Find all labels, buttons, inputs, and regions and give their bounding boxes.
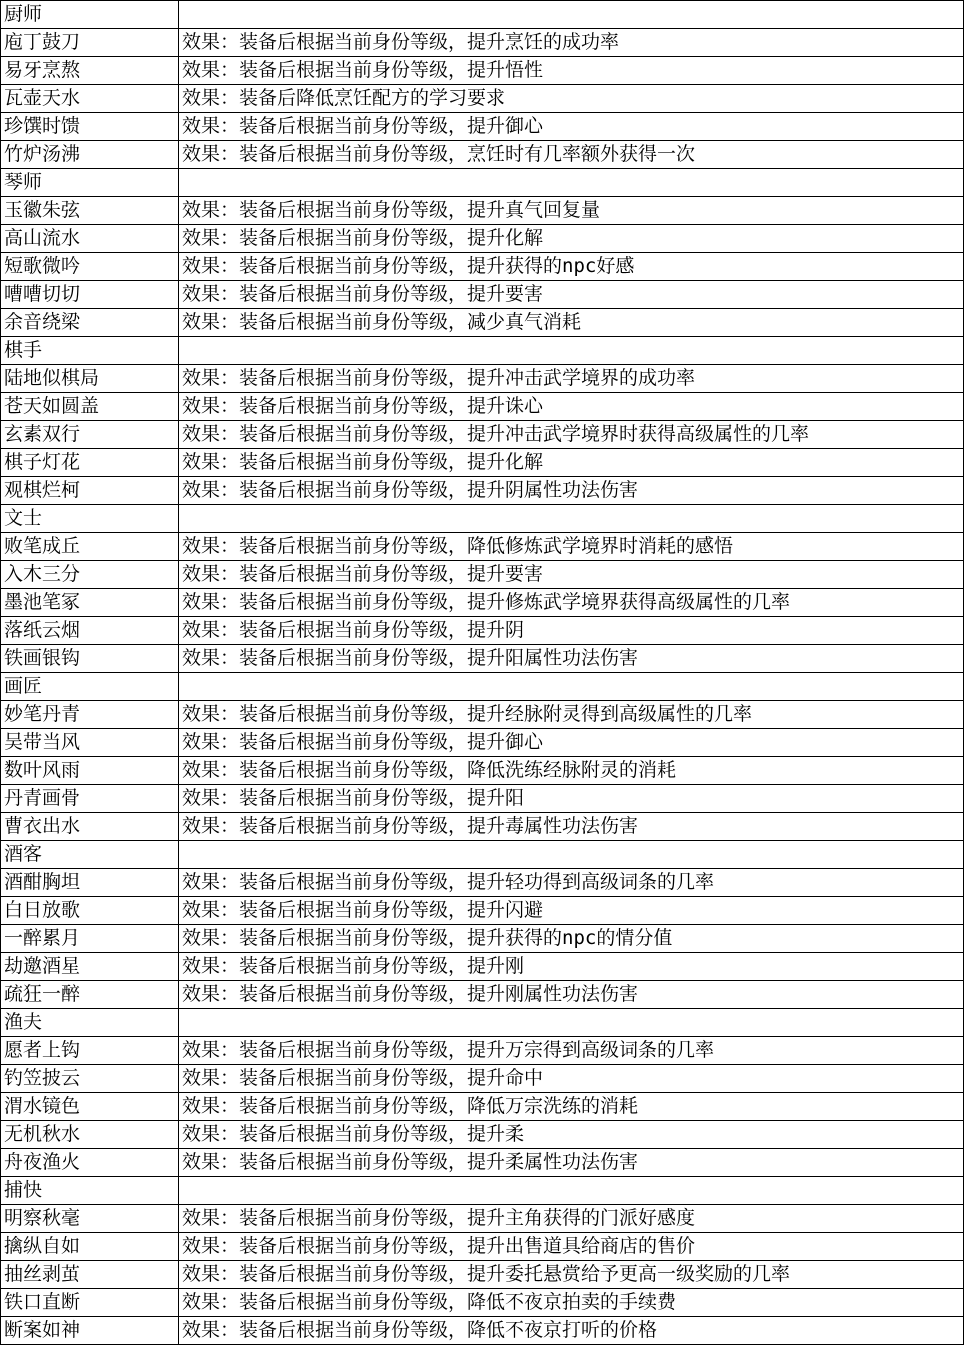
skill-effect [179, 869, 964, 897]
effect-text: 提升刚属性功法伤害 [467, 983, 639, 1005]
effect-prefix: 效果：装备后根据当前身份等级， [182, 899, 468, 921]
skill-effect [179, 449, 964, 477]
skill-effect [179, 953, 964, 981]
effect-text: 提升诛心 [467, 395, 544, 417]
skill-name: 观棋烂柯 [1, 477, 179, 505]
effect-text: 提升经脉附灵得到高级属性的几率 [467, 703, 753, 725]
effect-prefix: 效果：装备后根据当前身份等级， [182, 59, 468, 81]
skill-row [1, 701, 964, 729]
skill-effect [179, 477, 964, 505]
effect-prefix: 效果：装备后根据当前身份等级， [182, 1263, 468, 1285]
effect-text: 提升命中 [467, 1067, 544, 1089]
effect-text: 提升阴属性功法伤害 [467, 479, 639, 501]
effect-text: 提升悟性 [467, 59, 544, 81]
skill-name: 明察秋毫 [1, 1205, 179, 1233]
category-label: 文士 [1, 505, 179, 533]
effect-text: 提升阴 [467, 619, 525, 641]
skill-row [1, 813, 964, 841]
effect-prefix: 效果：装备后根据当前身份等级， [182, 815, 468, 837]
effect-prefix: 效果：装备后根据当前身份等级， [182, 31, 468, 53]
skill-row [1, 1093, 964, 1121]
skill-row [1, 953, 964, 981]
skill-effect [179, 309, 964, 337]
skill-row [1, 477, 964, 505]
skill-name: 铁口直断 [1, 1289, 179, 1317]
category-label: 画匠 [1, 673, 179, 701]
effect-prefix: 效果：装备后根据当前身份等级， [182, 227, 468, 249]
skill-effect [179, 1065, 964, 1093]
skill-effect [179, 533, 964, 561]
skill-row [1, 57, 964, 85]
skill-name: 竹炉汤沸 [1, 141, 179, 169]
effect-prefix: 效果：装备后根据当前身份等级， [182, 423, 468, 445]
skill-effect [179, 617, 964, 645]
skill-effect [179, 729, 964, 757]
effect-text: 提升毒属性功法伤害 [467, 815, 639, 837]
skill-name: 入木三分 [1, 561, 179, 589]
skill-row [1, 1149, 964, 1177]
effect-text: 提升获得的npc的情分值 [467, 927, 673, 949]
skill-effect [179, 29, 964, 57]
effect-prefix: 效果：装备后根据当前身份等级， [182, 479, 468, 501]
effect-prefix: 效果：装备后根据当前身份等级， [182, 143, 468, 165]
effect-text: 提升阳 [467, 787, 525, 809]
effect-text: 提升获得的npc好感 [467, 255, 635, 277]
effect-prefix: 效果：装备后根据当前身份等级， [182, 731, 468, 753]
skill-effect [179, 1205, 964, 1233]
skill-name: 疏狂一醉 [1, 981, 179, 1009]
skill-name: 酒酣胸坦 [1, 869, 179, 897]
skill-row [1, 1065, 964, 1093]
effect-prefix: 效果：装备后根据当前身份等级， [182, 591, 468, 613]
effect-text: 提升真气回复量 [467, 199, 601, 221]
skill-effect [179, 1289, 964, 1317]
skill-effect [179, 925, 964, 953]
skill-name: 铁画银钩 [1, 645, 179, 673]
skill-row [1, 141, 964, 169]
skill-name: 珍馔时馈 [1, 113, 179, 141]
effect-prefix: 效果：装备后根据当前身份等级， [182, 451, 468, 473]
skill-name: 易牙烹熬 [1, 57, 179, 85]
skill-effect [179, 589, 964, 617]
effect-prefix: 效果：装备后根据当前身份等级， [182, 311, 468, 333]
skill-effect [179, 1037, 964, 1065]
skill-name: 短歌微吟 [1, 253, 179, 281]
effect-text: 降低修炼武学境界时消耗的感悟 [467, 535, 734, 557]
effect-text: 提升柔 [467, 1123, 525, 1145]
skill-effect [179, 785, 964, 813]
effect-text: 提升出售道具给商店的售价 [467, 1235, 696, 1257]
category-row [1, 1009, 964, 1037]
skill-row [1, 785, 964, 813]
skill-row [1, 897, 964, 925]
effect-prefix: 效果：装备后根据当前身份等级， [182, 871, 468, 893]
skill-effect [179, 365, 964, 393]
effect-prefix: 效果：装备后根据当前身份等级， [182, 759, 468, 781]
skill-row [1, 1121, 964, 1149]
skill-effect [179, 393, 964, 421]
skill-row [1, 617, 964, 645]
skill-effect [179, 757, 964, 785]
skill-name: 妙笔丹青 [1, 701, 179, 729]
effect-text: 降低不夜京打听的价格 [467, 1319, 658, 1341]
skill-effect [179, 57, 964, 85]
effect-prefix: 效果：装备后根据当前身份等级， [182, 535, 468, 557]
skill-name: 吴带当风 [1, 729, 179, 757]
effect-text: 提升冲击武学境界的成功率 [467, 367, 696, 389]
skill-row [1, 1205, 964, 1233]
effect-prefix: 效果：装备后根据当前身份等级， [182, 703, 468, 725]
effect-text: 提升阳属性功法伤害 [467, 647, 639, 669]
category-empty-cell [179, 169, 964, 197]
skill-row [1, 1317, 964, 1345]
effect-prefix: 效果：装备后根据当前身份等级， [182, 255, 468, 277]
category-row [1, 841, 964, 869]
skill-name: 断案如神 [1, 1317, 179, 1345]
skill-name: 数叶风雨 [1, 757, 179, 785]
skill-effect [179, 645, 964, 673]
category-label: 琴师 [1, 169, 179, 197]
effect-prefix: 效果：装备后根据当前身份等级， [182, 619, 468, 641]
skill-effect [179, 813, 964, 841]
category-empty-cell [179, 337, 964, 365]
skill-name: 苍天如圆盖 [1, 393, 179, 421]
effect-prefix: 效果：装备后根据当前身份等级， [182, 1067, 468, 1089]
skill-effect [179, 701, 964, 729]
skill-name: 陆地似棋局 [1, 365, 179, 393]
effect-text: 提升轻功得到高级词条的几率 [467, 871, 715, 893]
skill-name: 愿者上钩 [1, 1037, 179, 1065]
skill-name: 劫邀酒星 [1, 953, 179, 981]
skill-row [1, 29, 964, 57]
effect-text: 提升闪避 [467, 899, 544, 921]
skill-row [1, 449, 964, 477]
skill-row [1, 1289, 964, 1317]
category-empty-cell [179, 673, 964, 701]
skill-name: 擒纵自如 [1, 1233, 179, 1261]
skill-effect [179, 197, 964, 225]
skill-effect [179, 421, 964, 449]
effect-text: 提升要害 [467, 283, 544, 305]
skill-row [1, 365, 964, 393]
skill-name: 无机秋水 [1, 1121, 179, 1149]
skill-effect [179, 981, 964, 1009]
skill-effect [179, 561, 964, 589]
skill-row [1, 645, 964, 673]
skill-row [1, 85, 964, 113]
effect-text: 提升御心 [467, 731, 544, 753]
skill-row [1, 533, 964, 561]
skill-name: 败笔成丘 [1, 533, 179, 561]
skill-row [1, 561, 964, 589]
skill-effect [179, 225, 964, 253]
effect-text: 提升刚 [467, 955, 525, 977]
effect-text: 提升委托悬赏给予更高一级奖励的几率 [467, 1263, 791, 1285]
effect-text: 减少真气消耗 [467, 311, 582, 333]
effect-prefix: 效果：装备后根据当前身份等级， [182, 1039, 468, 1061]
skill-effect [179, 281, 964, 309]
effect-prefix: 效果：装备后根据当前身份等级， [182, 955, 468, 977]
effect-prefix: 效果：装备后根据当前身份等级， [182, 1151, 468, 1173]
category-row [1, 673, 964, 701]
skill-name: 舟夜渔火 [1, 1149, 179, 1177]
effect-prefix: 效果：装备后根据当前身份等级， [182, 927, 468, 949]
skill-row [1, 421, 964, 449]
skill-name: 抽丝剥茧 [1, 1261, 179, 1289]
skill-name: 渭水镜色 [1, 1093, 179, 1121]
table-body [1, 1, 964, 1345]
skill-row [1, 1261, 964, 1289]
skill-name: 白日放歌 [1, 897, 179, 925]
skill-name: 一醉累月 [1, 925, 179, 953]
skill-name: 曹衣出水 [1, 813, 179, 841]
category-row [1, 1, 964, 29]
effect-prefix: 效果：装备后根据当前身份等级， [182, 563, 468, 585]
skill-row [1, 393, 964, 421]
effect-prefix: 效果：装备后根据当前身份等级， [182, 647, 468, 669]
skill-row [1, 925, 964, 953]
effect-prefix: 效果：装备后根据当前身份等级， [182, 199, 468, 221]
skill-row [1, 1037, 964, 1065]
effect-text: 提升修炼武学境界获得高级属性的几率 [467, 591, 791, 613]
effect-text: 提升化解 [467, 227, 544, 249]
skill-row [1, 869, 964, 897]
skill-name: 丹青画骨 [1, 785, 179, 813]
skill-row [1, 253, 964, 281]
skill-name: 瓦壶天水 [1, 85, 179, 113]
skill-row [1, 1233, 964, 1261]
skill-name: 庖丁鼓刀 [1, 29, 179, 57]
category-label: 渔夫 [1, 1009, 179, 1037]
skill-row [1, 113, 964, 141]
skill-effect [179, 897, 964, 925]
skill-name: 高山流水 [1, 225, 179, 253]
skill-row [1, 981, 964, 1009]
skill-row [1, 589, 964, 617]
effect-prefix: 效果：装备后根据当前身份等级， [182, 1319, 468, 1341]
skill-name: 墨池笔冢 [1, 589, 179, 617]
effect-prefix: 效果：装备后根据当前身份等级， [182, 1095, 468, 1117]
effect-text: 提升要害 [467, 563, 544, 585]
category-empty-cell [179, 1, 964, 29]
skill-name: 玉徽朱弦 [1, 197, 179, 225]
category-label: 棋手 [1, 337, 179, 365]
skill-name: 落纸云烟 [1, 617, 179, 645]
effect-text: 降低万宗洗练的消耗 [467, 1095, 639, 1117]
category-row [1, 1177, 964, 1205]
skill-row [1, 729, 964, 757]
skill-effect [179, 1233, 964, 1261]
effect-prefix: 效果：装备后根据当前身份等级， [182, 283, 468, 305]
skill-row [1, 281, 964, 309]
category-row [1, 169, 964, 197]
category-label: 酒客 [1, 841, 179, 869]
category-empty-cell [179, 1177, 964, 1205]
effect-text: 降低洗练经脉附灵的消耗 [467, 759, 677, 781]
effect-text: 效果：装备后降低烹饪配方的学习要求 [182, 87, 506, 109]
effect-prefix: 效果：装备后根据当前身份等级， [182, 1207, 468, 1229]
effect-text: 提升化解 [467, 451, 544, 473]
category-empty-cell [179, 505, 964, 533]
skill-effect [179, 113, 964, 141]
category-row [1, 505, 964, 533]
effect-text: 提升烹饪的成功率 [467, 31, 620, 53]
skill-row [1, 197, 964, 225]
effect-prefix: 效果：装备后根据当前身份等级， [182, 983, 468, 1005]
effect-text: 烹饪时有几率额外获得一次 [467, 143, 696, 165]
category-label: 厨师 [1, 1, 179, 29]
category-empty-cell [179, 841, 964, 869]
skill-effect [179, 1149, 964, 1177]
effect-prefix: 效果：装备后根据当前身份等级， [182, 115, 468, 137]
skill-effect [179, 85, 964, 113]
skill-effect [179, 1121, 964, 1149]
skill-effect [179, 1093, 964, 1121]
effect-prefix: 效果：装备后根据当前身份等级， [182, 787, 468, 809]
skill-effect [179, 141, 964, 169]
skill-effect [179, 1317, 964, 1345]
effect-prefix: 效果：装备后根据当前身份等级， [182, 395, 468, 417]
effect-text: 降低不夜京拍卖的手续费 [467, 1291, 677, 1313]
skill-name: 余音绕梁 [1, 309, 179, 337]
effect-text: 提升万宗得到高级词条的几率 [467, 1039, 715, 1061]
skill-row [1, 309, 964, 337]
skill-name: 钓笠披云 [1, 1065, 179, 1093]
skill-effect [179, 253, 964, 281]
effect-prefix: 效果：装备后根据当前身份等级， [182, 1235, 468, 1257]
effect-text: 提升冲击武学境界时获得高级属性的几率 [467, 423, 810, 445]
skill-name: 嘈嘈切切 [1, 281, 179, 309]
effect-text: 提升主角获得的门派好感度 [467, 1207, 696, 1229]
category-empty-cell [179, 1009, 964, 1037]
category-row [1, 337, 964, 365]
skill-effect [179, 1261, 964, 1289]
effect-text: 提升柔属性功法伤害 [467, 1151, 639, 1173]
effect-prefix: 效果：装备后根据当前身份等级， [182, 367, 468, 389]
category-label: 捕快 [1, 1177, 179, 1205]
skill-name: 棋子灯花 [1, 449, 179, 477]
effect-prefix: 效果：装备后根据当前身份等级， [182, 1123, 468, 1145]
effect-text: 提升御心 [467, 115, 544, 137]
effect-prefix: 效果：装备后根据当前身份等级， [182, 1291, 468, 1313]
skill-name: 玄素双行 [1, 421, 179, 449]
skill-row [1, 757, 964, 785]
skill-row [1, 225, 964, 253]
